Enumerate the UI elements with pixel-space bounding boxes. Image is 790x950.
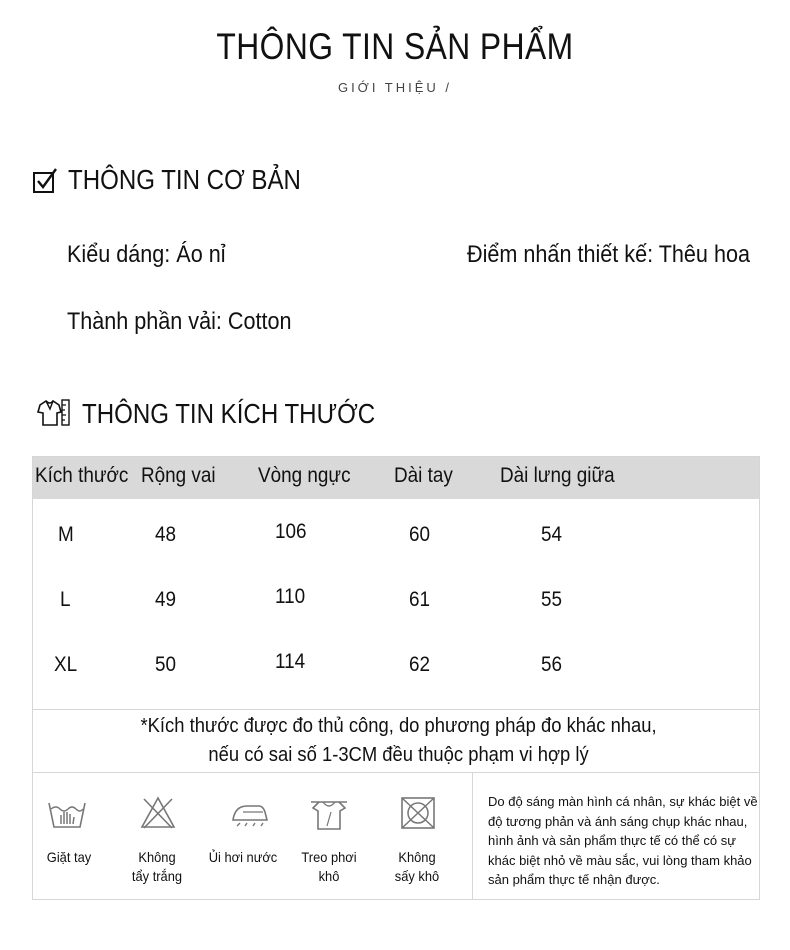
hang-dry-icon — [309, 798, 349, 832]
table-cell: 106 — [275, 520, 307, 543]
table-cell: 54 — [541, 523, 563, 546]
fabric-field: Thành phần vải: Cotton — [67, 308, 292, 335]
divider — [472, 773, 473, 899]
column-header-shoulder: Rộng vai — [141, 464, 216, 487]
color-disclaimer: Do độ sáng màn hình cá nhân, sự khác biệt về độ tương phản và ánh sáng chụp khác nhau, hình ảnh và sản phẩm thực tế có thể có sự khác biệt nhỏ về màu sắc, vui lòng tham khảo sản phẩm thực tế nhận được. — [488, 794, 758, 887]
hand-wash-icon — [47, 797, 87, 831]
size-info-heading: THÔNG TIN KÍCH THƯỚC — [82, 398, 376, 429]
table-cell: 50 — [155, 653, 177, 676]
shirt-ruler-icon — [36, 397, 72, 429]
measurement-note-line1: *Kích thước được đo thủ công, do phương pháp đo khác nhau, — [140, 715, 657, 737]
divider — [33, 772, 759, 773]
table-cell: 62 — [409, 653, 431, 676]
table-cell: L — [60, 588, 71, 611]
table-cell: 48 — [155, 523, 177, 546]
table-cell: 49 — [155, 588, 177, 611]
table-cell: XL — [54, 653, 78, 676]
column-header-size: Kích thước — [35, 464, 129, 487]
care-label-steam-iron: Ủi hơi nước — [208, 849, 278, 865]
divider — [33, 709, 759, 710]
care-label-no-bleach — [116, 848, 199, 886]
care-label-text: Không sấy khô — [394, 849, 440, 884]
care-label-no-tumble-dry — [376, 848, 459, 886]
column-header-back-length: Dài lưng giữa — [500, 464, 615, 487]
column-header-chest: Vòng ngực — [258, 464, 351, 487]
care-label-text: Treo phơi khô — [301, 849, 357, 884]
table-cell: 60 — [409, 523, 431, 546]
care-label-hang-dry — [288, 848, 371, 886]
care-label-hand-wash: Giặt tay — [46, 849, 92, 865]
table-cell: M — [58, 523, 74, 546]
table-cell: 56 — [541, 653, 563, 676]
table-cell: 61 — [409, 588, 431, 611]
measurement-note-line2: nếu có sai số 1-3CM đều thuộc phạm vi hợp lý — [208, 744, 589, 766]
table-cell: 55 — [541, 588, 563, 611]
design-highlight-field: Điểm nhấn thiết kế: Thêu hoa — [467, 241, 750, 268]
checkbox-icon — [32, 166, 58, 194]
style-field: Kiểu dáng: Áo nỉ — [67, 241, 226, 268]
care-label-text: Không tẩy trắng — [131, 849, 183, 884]
column-header-sleeve: Dài tay — [394, 464, 453, 487]
table-cell: 110 — [275, 585, 306, 608]
no-tumble-dry-icon — [399, 795, 437, 831]
page-title: THÔNG TIN SẢN PHẨM — [216, 26, 574, 67]
basic-info-heading: THÔNG TIN CƠ BẢN — [68, 164, 301, 195]
steam-iron-icon — [229, 798, 271, 832]
no-bleach-icon — [139, 795, 177, 831]
table-cell: 114 — [275, 650, 306, 673]
page-subtitle: GIỚI THIỆU / — [337, 80, 453, 95]
